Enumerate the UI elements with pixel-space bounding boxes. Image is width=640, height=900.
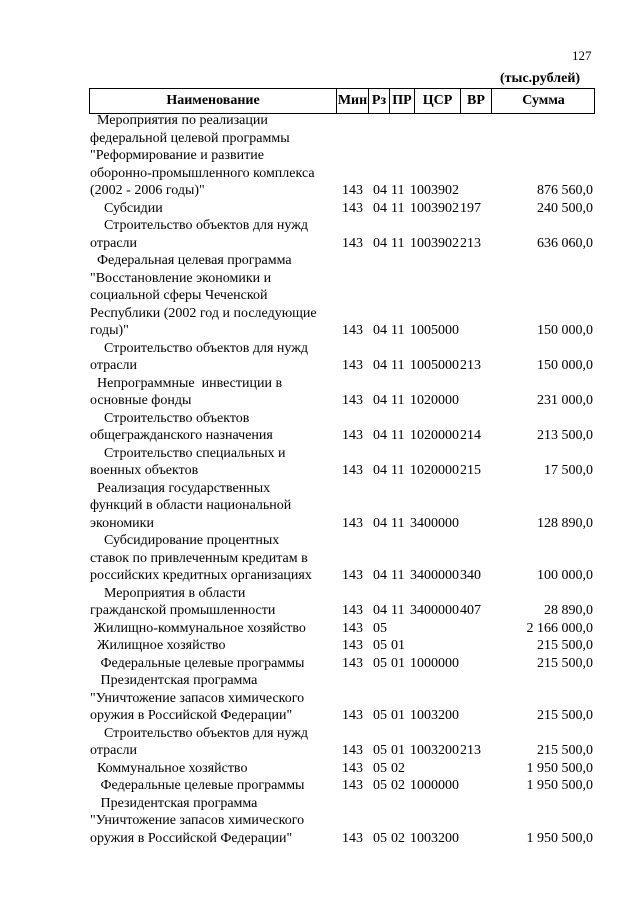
row-min: 143 [342, 743, 363, 758]
row-name [90, 637, 340, 655]
table-row [0, 795, 640, 848]
row-sum: 150 000,0 [537, 323, 593, 338]
table-row [0, 725, 640, 760]
row-csr: 1020000 [410, 463, 459, 478]
row-name-line: "Уничтожение запасов химического [90, 813, 305, 828]
table-row [0, 637, 640, 655]
row-name [90, 217, 340, 252]
row-min: 143 [342, 393, 363, 408]
row-name-line: общегражданского назначения [90, 428, 273, 443]
header-vr: ВР [461, 89, 492, 114]
table-row [0, 480, 640, 533]
row-name-line: военных объектов [90, 463, 199, 478]
row-sum: 231 000,0 [537, 393, 593, 408]
row-csr: 1003902 [410, 200, 459, 216]
row-pr: 11 [391, 200, 405, 216]
table-row [0, 252, 640, 340]
row-pr: 11 [391, 235, 405, 251]
row-name-line: российских кредитных организациях [90, 568, 312, 583]
row-min: 143 [342, 515, 363, 531]
row-rz: 04 [373, 568, 387, 583]
row-rz: 05 [373, 830, 387, 846]
row-name-line: социальной сферы Чеченской [90, 288, 268, 303]
row-sum: 240 500,0 [537, 200, 593, 216]
row-name-line: ставок по привлеченным кредитам в [90, 550, 308, 566]
row-min: 143 [342, 830, 363, 846]
row-name-line: федеральной целевой программы [90, 130, 290, 146]
row-name [90, 725, 340, 760]
row-name-line: Строительство объектов [90, 410, 250, 426]
row-sum: 1 950 500,0 [526, 830, 593, 846]
row-csr: 1000000 [410, 778, 459, 793]
row-name [90, 410, 340, 445]
row-name-line: Мероприятия по реализации [90, 113, 268, 128]
row-vr: 407 [460, 603, 481, 618]
row-name-line: Федеральные целевые программы [90, 655, 305, 671]
row-sum: 1 950 500,0 [526, 760, 593, 776]
row-csr: 1005000 [410, 358, 459, 373]
row-pr: 11 [391, 568, 405, 583]
row-pr: 11 [391, 323, 405, 338]
units-label: (тыс.рублей) [500, 71, 581, 86]
row-sum: 215 500,0 [537, 638, 593, 653]
row-min: 143 [342, 620, 363, 636]
row-name-line: (2002 - 2006 годы)" [90, 183, 205, 198]
row-name-line: Федеральные целевые программы [90, 778, 305, 793]
row-rz: 04 [373, 515, 387, 531]
row-pr: 01 [391, 655, 405, 671]
row-vr: 213 [460, 235, 481, 251]
row-name-line: отрасли [90, 358, 138, 373]
table-row [0, 532, 640, 585]
row-name-line: Строительство объектов для нужд [90, 218, 309, 233]
table-row [0, 410, 640, 445]
row-name [90, 655, 340, 673]
row-min: 143 [342, 428, 363, 443]
row-name-line: основные фонды [90, 393, 192, 408]
row-pr: 01 [391, 708, 405, 723]
header-rz: Рз [369, 89, 390, 114]
row-name-line: Коммунальное хозяйство [90, 760, 248, 776]
row-name-line: отрасли [90, 743, 138, 758]
row-min: 143 [342, 323, 363, 338]
row-pr: 11 [391, 183, 405, 198]
row-sum: 2 166 000,0 [526, 620, 593, 636]
row-csr: 3400000 [410, 515, 459, 531]
row-name-line: Жилищно-коммунальное хозяйство [90, 620, 306, 636]
row-name [90, 777, 340, 795]
row-name-line: годы)" [90, 323, 129, 338]
row-min: 143 [342, 708, 363, 723]
table-row [0, 445, 640, 480]
row-name-line: Строительство объектов для нужд [90, 340, 309, 356]
row-vr: 213 [460, 358, 481, 373]
row-name-line: отрасли [90, 235, 138, 251]
row-pr: 01 [391, 638, 405, 653]
row-name-line: Федеральная целевая программа [90, 253, 292, 268]
row-pr: 11 [391, 428, 405, 443]
row-rz: 04 [373, 323, 387, 338]
row-rz: 05 [373, 655, 387, 671]
table-row [0, 585, 640, 620]
row-pr: 02 [391, 830, 405, 846]
row-sum: 215 500,0 [537, 708, 593, 723]
row-name [90, 480, 340, 533]
row-csr: 1003902 [410, 235, 459, 251]
row-sum: 215 500,0 [537, 655, 593, 671]
table-row [0, 340, 640, 375]
row-name-line: Непрограммные инвестиции в [90, 375, 283, 391]
row-name [90, 532, 340, 585]
row-sum: 876 560,0 [537, 183, 593, 198]
table-row [0, 375, 640, 410]
row-csr: 1005000 [410, 323, 459, 338]
row-name-line: оружия в Российской Федерации" [90, 708, 293, 723]
row-sum: 636 060,0 [537, 235, 593, 251]
row-name-line: Реализация государственных [90, 480, 271, 496]
row-sum: 28 890,0 [544, 603, 593, 618]
row-rz: 04 [373, 200, 387, 216]
row-min: 143 [342, 603, 363, 618]
table-row [0, 217, 640, 252]
row-csr: 1003200 [410, 708, 459, 723]
row-name [90, 795, 340, 848]
row-pr: 11 [391, 463, 405, 478]
row-name [90, 620, 340, 638]
table-row [0, 672, 640, 725]
row-sum: 100 000,0 [537, 568, 593, 583]
row-min: 143 [342, 655, 363, 671]
row-pr: 11 [391, 358, 405, 373]
row-name-line: функций в области национальной [90, 498, 292, 513]
row-name-line: "Реформирование и развитие [90, 148, 264, 163]
row-vr: 213 [460, 743, 481, 758]
table-body [0, 112, 640, 847]
row-sum: 150 000,0 [537, 358, 593, 373]
row-sum: 17 500,0 [544, 463, 593, 478]
row-rz: 05 [373, 708, 387, 723]
row-min: 143 [342, 183, 363, 198]
row-name-line: оружия в Российской Федерации" [90, 830, 293, 846]
header-min: Мин [337, 89, 369, 114]
row-name [90, 672, 340, 725]
row-min: 143 [342, 358, 363, 373]
row-csr: 1020000 [410, 428, 459, 443]
row-name-line: "Восстановление экономики и [90, 270, 272, 286]
row-csr: 1003902 [410, 183, 459, 198]
row-name [90, 200, 340, 218]
row-min: 143 [342, 568, 363, 583]
row-min: 143 [342, 235, 363, 251]
table-header [89, 88, 595, 114]
table-row [0, 200, 640, 218]
row-name [90, 760, 340, 778]
row-min: 143 [342, 778, 363, 793]
row-rz: 05 [373, 778, 387, 793]
header-pr: ПР [390, 89, 415, 114]
table-row [0, 655, 640, 673]
row-name-line: Мероприятия в области [90, 585, 246, 601]
row-csr: 3400000 [410, 603, 459, 618]
row-rz: 05 [373, 620, 387, 636]
row-vr: 340 [460, 568, 481, 583]
row-rz: 04 [373, 428, 387, 443]
row-name-line: Жилищное хозяйство [90, 638, 226, 653]
row-rz: 04 [373, 183, 387, 198]
row-sum: 1 950 500,0 [526, 778, 593, 793]
row-rz: 04 [373, 393, 387, 408]
row-rz: 05 [373, 743, 387, 758]
row-pr: 11 [391, 515, 405, 531]
row-pr: 01 [391, 743, 405, 758]
row-name [90, 112, 340, 200]
row-rz: 04 [373, 358, 387, 373]
row-csr: 3400000 [410, 568, 459, 583]
row-rz: 04 [373, 463, 387, 478]
table-row [0, 620, 640, 638]
page-number: 127 [572, 48, 592, 63]
row-name [90, 252, 340, 340]
row-csr: 1020000 [410, 393, 459, 408]
row-csr: 1003200 [410, 830, 459, 846]
row-rz: 05 [373, 760, 387, 776]
row-name-line: Строительство специальных и [90, 445, 286, 461]
row-pr: 02 [391, 778, 405, 793]
row-name-line: Республики (2002 год и последующие [90, 305, 317, 321]
row-min: 143 [342, 760, 363, 776]
row-sum: 215 500,0 [537, 743, 593, 758]
row-min: 143 [342, 638, 363, 653]
row-name [90, 445, 340, 480]
table-row [0, 777, 640, 795]
row-name [90, 585, 340, 620]
row-rz: 04 [373, 235, 387, 251]
row-vr: 197 [460, 200, 481, 216]
row-name-line: оборонно-промышленного комплекса [90, 165, 315, 181]
header-csr: ЦСР [415, 89, 461, 114]
row-rz: 04 [373, 603, 387, 618]
row-min: 143 [342, 463, 363, 478]
row-csr: 1003200 [410, 743, 459, 758]
row-name-line: Строительство объектов для нужд [90, 725, 309, 741]
header-name: Наименование [90, 89, 337, 114]
row-name-line: Субсидирование процентных [90, 533, 280, 548]
table-row [0, 112, 640, 200]
row-rz: 05 [373, 638, 387, 653]
table-row [0, 760, 640, 778]
row-vr: 214 [460, 428, 481, 443]
header-sum: Сумма [522, 93, 565, 108]
row-name-line: "Уничтожение запасов химического [90, 690, 305, 706]
row-pr: 02 [391, 760, 405, 776]
row-pr: 11 [391, 393, 405, 408]
row-min: 143 [342, 200, 363, 216]
row-name-line: гражданской промышленности [90, 603, 276, 618]
row-csr: 1000000 [410, 655, 459, 671]
row-pr: 11 [391, 603, 405, 618]
row-vr: 215 [460, 463, 481, 478]
row-sum: 213 500,0 [537, 428, 593, 443]
row-name-line: Президентская программа [90, 795, 258, 811]
row-sum: 128 890,0 [537, 515, 593, 531]
row-name [90, 375, 340, 410]
row-name [90, 340, 340, 375]
row-name-line: Субсидии [90, 200, 163, 216]
row-name-line: Президентская программа [90, 673, 258, 688]
row-name-line: экономики [90, 515, 154, 531]
